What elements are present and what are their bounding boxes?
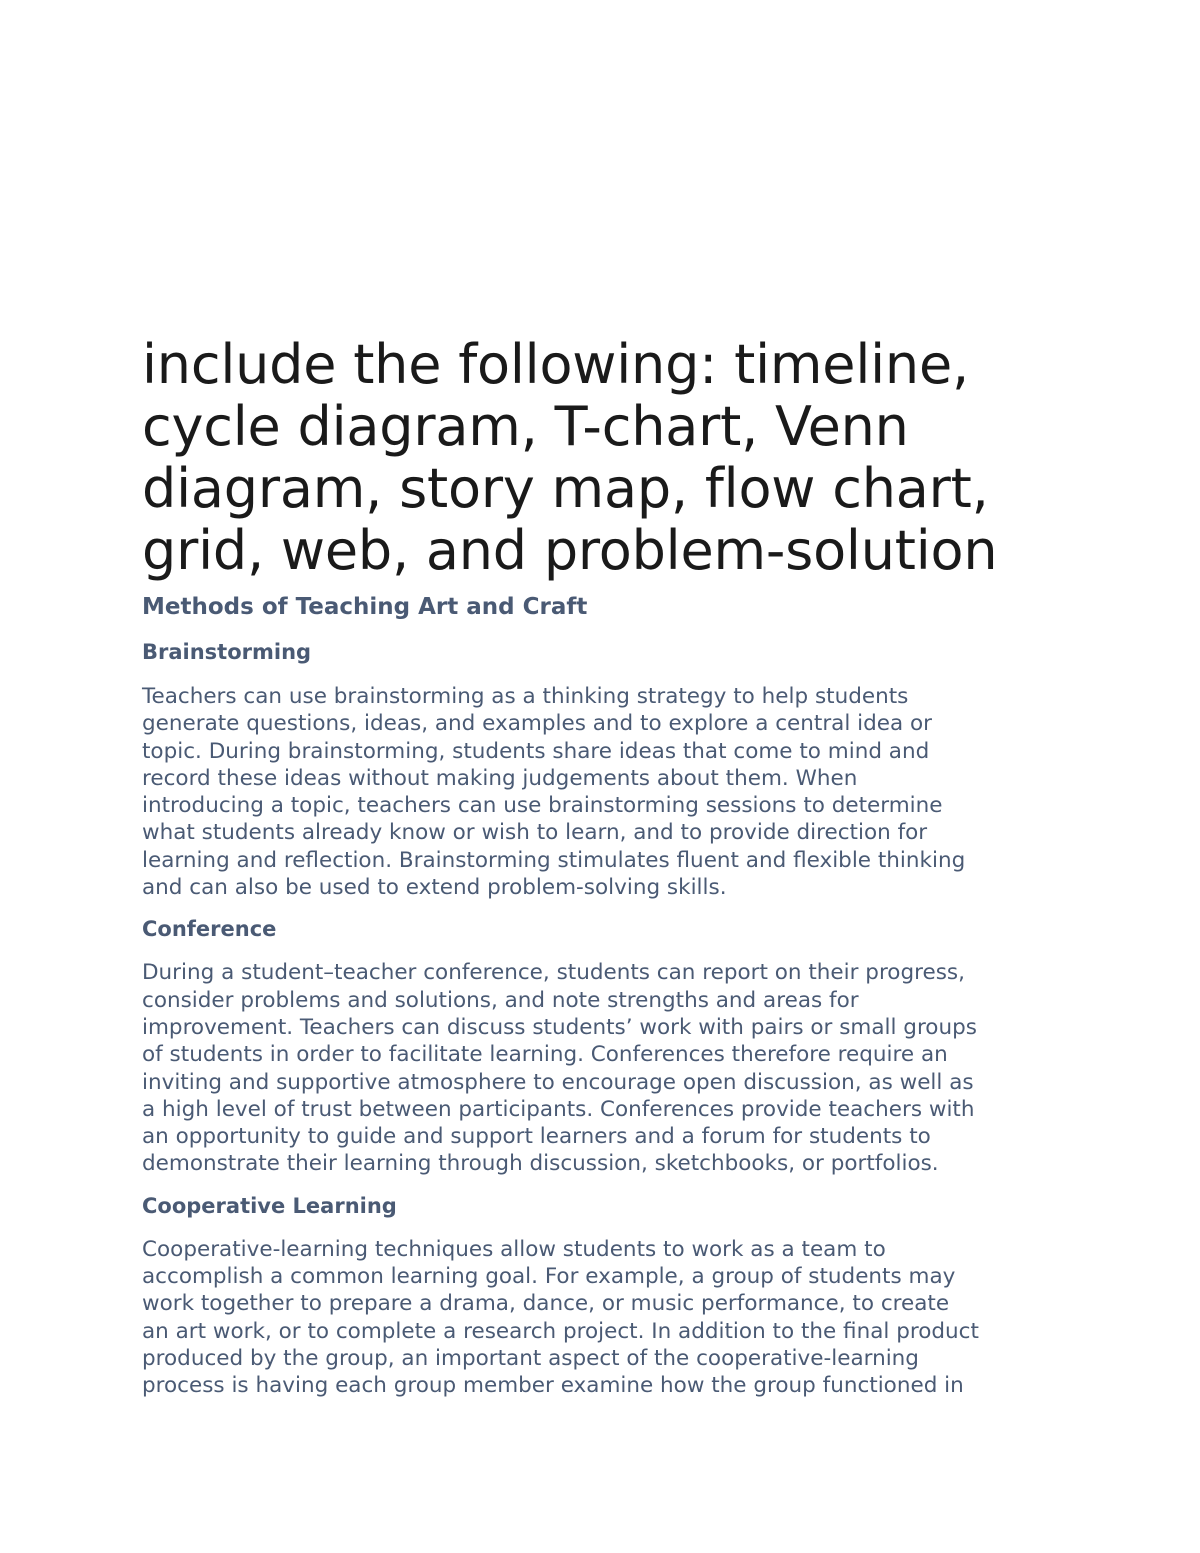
paragraph-line: Teachers can use brainstorming as a thinking strategy to help students [142, 684, 909, 709]
paragraph-line: demonstrate their learning through discussion, sketchbooks, or portfolios. [142, 1151, 939, 1177]
paragraph-line: generate questions, ideas, and examples and to explore a central idea or [142, 711, 933, 737]
lead-line: cycle diagram, T-chart, Venn [142, 395, 909, 458]
paragraph-line: record these ideas without making judgements about them. When [142, 765, 858, 791]
lead-line: include the following: timeline, [142, 333, 969, 396]
paragraph-line: a high level of trust between participants. Conferences provide teachers with [142, 1096, 975, 1122]
paragraph-line: produced by the group, an important aspect of the cooperative-learning [142, 1345, 919, 1371]
paragraph-line: improvement. Teachers can discuss students’ work with pairs or small groups [142, 1014, 977, 1040]
paragraph-line: process is having each group member examine how the group functioned in [142, 1373, 964, 1399]
document-page [142, 334, 1072, 1400]
paragraph-line: accomplish a common learning goal. For example, a group of students may [142, 1264, 956, 1290]
section-title: Methods of Teaching Art and Craft [142, 594, 588, 620]
paragraph-line: introducing a topic, teachers can use brainstorming sessions to determine [142, 793, 943, 819]
lead-line: grid, web, and problem-solution [142, 519, 998, 582]
section-heading: Cooperative Learning [142, 1193, 397, 1218]
section-paragraph [142, 1236, 1072, 1400]
paragraph-line: inviting and supportive atmosphere to encourage open discussion, as well as [142, 1069, 974, 1095]
lead-line: diagram, story map, flow chart, [142, 457, 989, 520]
paragraph-line: Cooperative-learning techniques allow students to work as a team to [142, 1236, 886, 1262]
paragraph-line: consider problems and solutions, and note strengths and areas for [142, 987, 859, 1013]
paragraph-line: topic. During brainstorming, students share ideas that come to mind and [142, 738, 930, 764]
section-heading: Brainstorming [142, 640, 312, 664]
section-paragraph [142, 683, 1072, 901]
paragraph-line: During a student–teacher conference, students can report on their progress, [142, 960, 965, 986]
paragraph-line: of students in order to facilitate learning. Conferences therefore require an [142, 1042, 948, 1068]
paragraph-line: an opportunity to guide and support learners and a forum for students to [142, 1124, 931, 1150]
section-heading: Conference [142, 917, 277, 942]
paragraph-line: what students already know or wish to learn, and to provide direction for [142, 820, 928, 846]
lead-paragraph [142, 334, 1072, 582]
paragraph-line: and can also be used to extend problem-solving skills. [142, 875, 727, 901]
paragraph-line: an art work, or to complete a research project. In addition to the final product [142, 1318, 979, 1344]
paragraph-line: learning and reflection. Brainstorming stimulates fluent and flexible thinking [142, 847, 966, 873]
section-paragraph [142, 959, 1072, 1177]
paragraph-line: work together to prepare a drama, dance, or music performance, to create [142, 1291, 950, 1317]
